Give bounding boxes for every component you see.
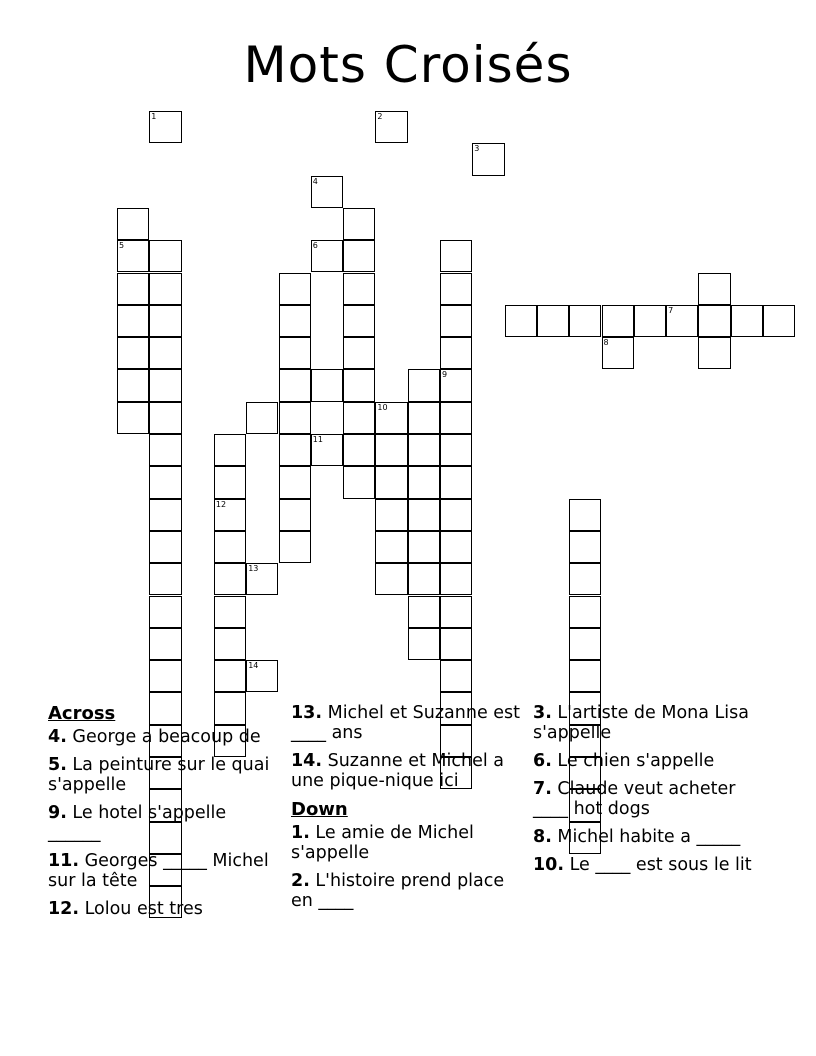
grid-cell[interactable] — [343, 369, 375, 401]
clue-down-1: 1. Le amie de Michel s'appelle — [291, 823, 474, 863]
grid-cell[interactable] — [279, 273, 311, 305]
clue-column-3 — [533, 703, 765, 883]
grid-cell[interactable] — [343, 337, 375, 369]
grid-cell[interactable] — [408, 466, 440, 498]
grid-cell[interactable] — [117, 402, 149, 434]
grid-cell[interactable] — [343, 434, 375, 466]
grid-cell-numbered[interactable] — [311, 434, 343, 466]
clue-text: George a beacoup de — [72, 727, 261, 747]
grid-cell-numbered[interactable] — [440, 369, 472, 401]
clue-number: 6 — [533, 751, 546, 771]
clue-text: Le chien s'appelle — [557, 751, 715, 771]
grid-cell[interactable] — [149, 563, 181, 595]
grid-cell[interactable] — [698, 305, 730, 337]
grid-cell[interactable] — [279, 531, 311, 563]
grid-cell[interactable] — [602, 305, 634, 337]
clue-column-1 — [48, 703, 280, 927]
clue-across-11: 11. Georges _____ Michel sur la tête — [48, 851, 269, 891]
clue-column-2 — [291, 703, 523, 919]
clue-number: 4 — [48, 727, 61, 747]
grid-cell[interactable] — [149, 305, 181, 337]
grid-cell[interactable] — [149, 240, 181, 272]
clue-number: 7 — [533, 779, 546, 799]
grid-cell[interactable] — [537, 305, 569, 337]
clue-number: 14 — [291, 751, 316, 771]
clue-across-5: 5. La peinture sur le quai s'appelle — [48, 755, 270, 795]
grid-cell[interactable] — [279, 434, 311, 466]
grid-cell[interactable] — [440, 466, 472, 498]
clue-text: Le hotel s'appelle ______ — [48, 803, 227, 843]
clue-down-10: 10. Le ____ est sous le lit — [533, 855, 752, 875]
grid-cell[interactable] — [149, 466, 181, 498]
grid-cell[interactable] — [698, 273, 730, 305]
grid-cell[interactable] — [569, 305, 601, 337]
down-heading: Down — [291, 799, 348, 820]
grid-cell[interactable] — [149, 337, 181, 369]
grid-cell[interactable] — [343, 305, 375, 337]
grid-cell[interactable] — [149, 531, 181, 563]
grid-cell-numbered[interactable] — [602, 337, 634, 369]
cell-number: 13 — [248, 564, 259, 574]
grid-cell-numbered[interactable] — [375, 402, 407, 434]
clue-text: L'histoire prend place en ____ — [291, 871, 505, 911]
clue-number: 1 — [291, 823, 304, 843]
grid-cell[interactable] — [214, 596, 246, 628]
grid-cell[interactable] — [569, 563, 601, 595]
clue-across-14: 14. Suzanne et Michel a une pique-nique ici — [291, 751, 504, 791]
grid-cell[interactable] — [279, 337, 311, 369]
grid-cell[interactable] — [214, 628, 246, 660]
grid-cell[interactable] — [634, 305, 666, 337]
grid-cell[interactable] — [279, 499, 311, 531]
grid-cell[interactable] — [440, 402, 472, 434]
grid-cell[interactable] — [343, 273, 375, 305]
grid-cell[interactable] — [569, 660, 601, 692]
cell-number: 14 — [248, 661, 259, 671]
cell-number: 7 — [668, 305, 674, 315]
grid-cell[interactable] — [440, 499, 472, 531]
clue-down-8: 8. Michel habite a _____ — [533, 827, 741, 847]
clue-across-4: 4. George a beacoup de — [48, 727, 261, 747]
cell-number: 2 — [377, 112, 383, 121]
grid-cell[interactable] — [214, 563, 246, 595]
grid-cell[interactable] — [149, 273, 181, 305]
grid-cell[interactable] — [343, 208, 375, 240]
clue-text: Michel habite a _____ — [557, 827, 741, 847]
grid-cell-numbered[interactable] — [472, 143, 504, 175]
cell-number: 10 — [377, 402, 388, 412]
grid-cell[interactable] — [375, 563, 407, 595]
grid-cell[interactable] — [214, 531, 246, 563]
grid-cell[interactable] — [375, 466, 407, 498]
clue-down-6: 6. Le chien s'appelle — [533, 751, 715, 771]
cell-number: 1 — [151, 112, 157, 121]
grid-cell[interactable] — [569, 596, 601, 628]
cell-number: 9 — [442, 370, 448, 380]
grid-cell[interactable] — [408, 499, 440, 531]
clue-number: 2 — [291, 871, 304, 891]
clue-text: Le ____ est sous le lit — [569, 855, 752, 875]
grid-cell[interactable] — [408, 369, 440, 401]
grid-cell-numbered[interactable] — [117, 240, 149, 272]
cell-number: 3 — [474, 144, 480, 154]
cell-number: 8 — [603, 338, 609, 348]
grid-cell[interactable] — [343, 402, 375, 434]
cell-number: 5 — [119, 241, 125, 251]
grid-cell[interactable] — [375, 499, 407, 531]
grid-cell[interactable] — [214, 466, 246, 498]
grid-cell[interactable] — [440, 240, 472, 272]
clue-number: 11 — [48, 851, 73, 871]
grid-cell[interactable] — [763, 305, 795, 337]
grid-cell[interactable] — [408, 402, 440, 434]
grid-cell[interactable] — [117, 273, 149, 305]
grid-cell[interactable] — [117, 369, 149, 401]
grid-cell[interactable] — [440, 434, 472, 466]
grid-cell[interactable] — [505, 305, 537, 337]
grid-cell[interactable] — [311, 369, 343, 401]
clue-number: 10 — [533, 855, 558, 875]
grid-cell[interactable] — [440, 596, 472, 628]
clue-across-9: 9. Le hotel s'appelle ______ — [48, 803, 227, 843]
clue-across-12: 12. Lolou est tres — [48, 899, 203, 919]
grid-cell[interactable] — [698, 337, 730, 369]
clue-text: Lolou est tres — [84, 899, 203, 919]
grid-cell-numbered[interactable] — [149, 111, 181, 143]
clue-number: 12 — [48, 899, 73, 919]
grid-cell[interactable] — [279, 402, 311, 434]
clue-across-13: 13. Michel et Suzanne est ____ ans — [291, 703, 521, 743]
grid-cell[interactable] — [440, 273, 472, 305]
grid-cell[interactable] — [214, 660, 246, 692]
clue-down-7: 7. Claude veut acheter ____ hot dogs — [533, 779, 736, 819]
clue-number: 5 — [48, 755, 61, 775]
cell-number: 4 — [312, 176, 318, 186]
grid-cell[interactable] — [149, 434, 181, 466]
grid-cell[interactable] — [408, 596, 440, 628]
grid-cell[interactable] — [408, 628, 440, 660]
cell-number: 6 — [312, 241, 318, 251]
grid-cell-numbered[interactable] — [214, 499, 246, 531]
clue-text: Le amie de Michel s'appelle — [291, 823, 474, 863]
grid-cell[interactable] — [440, 337, 472, 369]
clue-number: 13 — [291, 703, 316, 723]
cell-number: 12 — [215, 499, 227, 509]
grid-cell[interactable] — [343, 466, 375, 498]
grid-cell[interactable] — [569, 499, 601, 531]
grid-cell[interactable] — [408, 434, 440, 466]
grid-cell[interactable] — [408, 531, 440, 563]
grid-cell[interactable] — [569, 531, 601, 563]
grid-cell[interactable] — [569, 628, 601, 660]
page-title: Mots Croisés — [243, 36, 573, 94]
clue-text: Suzanne et Michel a une pique-nique ici — [291, 751, 504, 791]
grid-cell[interactable] — [117, 208, 149, 240]
grid-cell-numbered[interactable] — [246, 563, 278, 595]
clue-text: La peinture sur le quai s'appelle — [48, 755, 270, 795]
grid-cell[interactable] — [408, 563, 440, 595]
grid-cell[interactable] — [149, 628, 181, 660]
grid-cell[interactable] — [440, 563, 472, 595]
grid-cell[interactable] — [117, 337, 149, 369]
grid-cell-numbered[interactable] — [375, 111, 407, 143]
grid-cell[interactable] — [440, 531, 472, 563]
clue-number: 9 — [48, 803, 61, 823]
grid-cell[interactable] — [731, 305, 763, 337]
grid-cell[interactable] — [149, 369, 181, 401]
grid-cell[interactable] — [343, 240, 375, 272]
grid-cell[interactable] — [375, 531, 407, 563]
grid-cell[interactable] — [246, 402, 278, 434]
clue-text: Claude veut acheter ____ hot dogs — [533, 779, 736, 819]
clue-down-2: 2. L'histoire prend place en ____ — [291, 871, 505, 911]
clue-text: Michel et Suzanne est ____ ans — [291, 703, 521, 743]
grid-cell[interactable] — [149, 660, 181, 692]
grid-cell[interactable] — [149, 596, 181, 628]
grid-cell[interactable] — [279, 369, 311, 401]
across-heading: Across — [48, 703, 116, 724]
clue-text: L'artiste de Mona Lisa s'appelle — [533, 703, 750, 743]
clue-text: Georges _____ Michel sur la tête — [48, 851, 269, 891]
grid-cell[interactable] — [440, 660, 472, 692]
grid-cell-numbered[interactable] — [311, 176, 343, 208]
grid-cell[interactable] — [375, 434, 407, 466]
grid-cell-numbered[interactable] — [311, 240, 343, 272]
cell-number: 11 — [312, 435, 323, 444]
grid-cell-numbered[interactable] — [246, 660, 278, 692]
grid-cell[interactable] — [279, 305, 311, 337]
grid-cell[interactable] — [149, 499, 181, 531]
grid-cell[interactable] — [117, 305, 149, 337]
clue-down-3: 3. L'artiste de Mona Lisa s'appelle — [533, 703, 750, 743]
grid-cell[interactable] — [149, 402, 181, 434]
grid-cell[interactable] — [214, 434, 246, 466]
clue-number: 3 — [533, 703, 546, 723]
grid-cell[interactable] — [440, 305, 472, 337]
grid-cell[interactable] — [279, 466, 311, 498]
clue-number: 8 — [533, 827, 546, 847]
grid-cell[interactable] — [440, 628, 472, 660]
grid-cell-numbered[interactable] — [666, 305, 698, 337]
